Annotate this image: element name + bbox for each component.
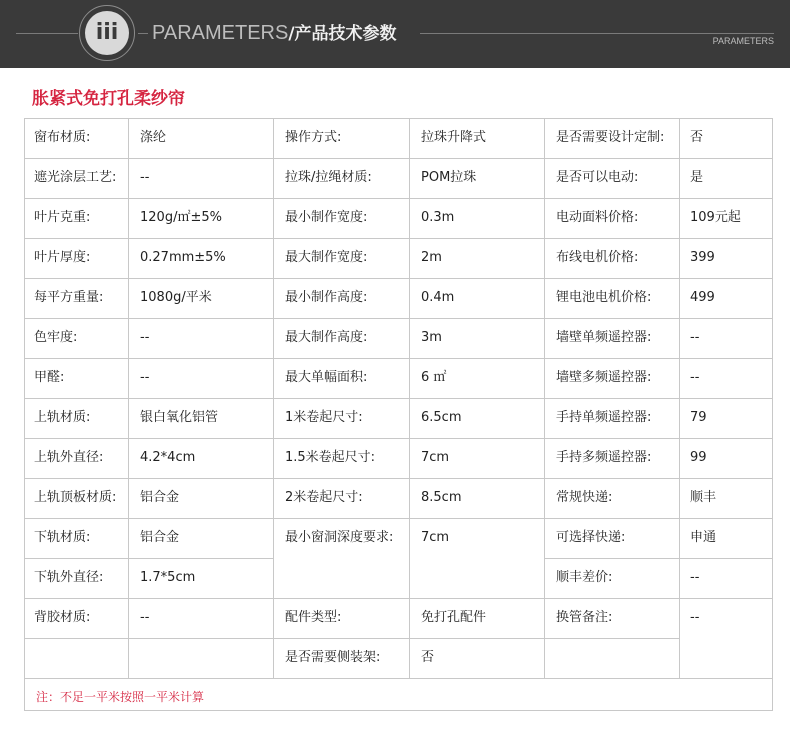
row-9-label-c: 手持多频遥控器: [556,450,652,465]
row-3-label-b: 最小制作宽度: [285,210,368,225]
table-hline-13 [24,638,680,639]
row-7-label-b: 最大单幅面积: [285,370,368,385]
row-13-label-b: 配件类型: [285,610,342,625]
row-7-value-b: 6 ㎡ [421,370,447,385]
row-13-value-b: 免打孔配件 [421,610,487,625]
row-14-value-b: 否 [421,650,435,665]
row-7-value-a: -- [140,370,150,385]
row-8-label-c: 手持单频遥控器: [556,410,652,425]
row-5-value-a: 1080g/平米 [140,290,212,305]
row-3-value-a: 120g/㎡±5% [140,210,222,225]
row-4-label-b: 最大制作宽度: [285,250,368,265]
row-11-label-c: 可选择快递: [556,530,626,545]
row-4-label-a: 叶片厚度: [34,250,91,265]
row-2-value-b: POM拉珠 [421,170,477,185]
table-hline-11-b [544,558,773,559]
row-2-label-c: 是否可以电动: [556,170,639,185]
table-hline-11-a [24,558,274,559]
row-11-value-c: 申通 [690,530,717,545]
row-6-label-a: 色牢度: [34,330,78,345]
row-11-value-b: 7cm [421,530,450,545]
product-title: 胀紧式免打孔柔纱帘 [32,89,185,109]
row-9-value-b: 7cm [421,450,450,465]
row-1-value-a: 涤纶 [140,130,167,145]
row-6-label-b: 最大制作高度: [285,330,368,345]
table-hline-14 [24,678,773,679]
row-8-value-b: 6.5cm [421,410,462,425]
row-12-label-a: 下轨外直径: [34,570,104,585]
row-4-value-b: 2m [421,250,442,265]
row-12-value-c: -- [690,570,700,585]
table-hline-0 [24,118,773,119]
row-3-label-a: 叶片克重: [34,210,91,225]
table-hline-4 [24,278,773,279]
row-9-label-b: 1.5米卷起尺寸: [285,450,376,465]
header-line-right [420,33,774,34]
row-3-value-b: 0.3m [421,210,455,225]
row-6-value-a: -- [140,330,150,345]
table-vline-6 [772,118,773,711]
header-title [152,20,397,46]
row-5-value-c: 499 [690,290,715,305]
table-hline-3 [24,238,773,239]
table-hline-2 [24,198,773,199]
row-3-value-c: 109元起 [690,210,741,225]
header-title-en: PARAMETERS [152,22,289,44]
row-5-label-a: 每平方重量: [34,290,104,305]
row-1-label-a: 窗布材质: [34,130,91,145]
row-5-value-b: 0.4m [421,290,455,305]
row-10-label-b: 2米卷起尺寸: [285,490,363,505]
spec-table [24,118,773,711]
row-14-label-b: 是否需要侧装架: [285,650,381,665]
row-11-label-b: 最小窗洞深度要求: [285,530,394,545]
row-7-label-c: 墙壁多频遥控器: [556,370,652,385]
table-hline-10 [24,518,773,519]
row-11-label-a: 下轨材质: [34,530,91,545]
row-2-label-b: 拉珠/拉绳材质: [285,170,372,185]
table-hline-9 [24,478,773,479]
header-title-cn: /产品技术参数 [288,24,397,44]
row-10-label-c: 常规快递: [556,490,613,505]
row-12-value-a: 1.7*5cm [140,570,196,585]
row-10-value-b: 8.5cm [421,490,462,505]
parameters-badge-icon: iii [85,11,129,55]
row-4-value-c: 399 [690,250,715,265]
row-6-label-c: 墙壁单频遥控器: [556,330,652,345]
row-13-label-a: 背胶材质: [34,610,91,625]
row-1-label-b: 操作方式: [285,130,342,145]
table-hline-bottom [24,710,773,711]
row-8-value-a: 银白氧化铝管 [140,410,219,425]
row-6-value-c: -- [690,330,700,345]
row-11-value-a: 铝合金 [140,530,180,545]
row-2-label-a: 遮光涂层工艺: [34,170,117,185]
table-hline-7 [24,398,773,399]
row-7-value-c: -- [690,370,700,385]
row-9-value-a: 4.2*4cm [140,450,196,465]
table-hline-12 [24,598,773,599]
table-hline-5 [24,318,773,319]
row-5-label-b: 最小制作高度: [285,290,368,305]
table-vline-0 [24,118,25,711]
row-4-label-c: 布线电机价格: [556,250,639,265]
table-hline-1 [24,158,773,159]
row-1-label-c: 是否需要设计定制: [556,130,665,145]
row-7-label-a: 甲醛: [34,370,65,385]
row-8-label-b: 1米卷起尺寸: [285,410,363,425]
row-13-label-c: 换管备注: [556,610,613,625]
row-12-label-c: 顺丰差价: [556,570,613,585]
table-hline-8 [24,438,773,439]
row-3-label-c: 电动面料价格: [556,210,639,225]
table-hline-6 [24,358,773,359]
row-4-value-a: 0.27mm±5% [140,250,226,265]
row-9-value-c: 99 [690,450,707,465]
row-10-value-c: 顺丰 [690,490,717,505]
row-5-label-c: 锂电池电机价格: [556,290,652,305]
header-line-mid [138,33,148,34]
row-2-value-c: 是 [690,170,704,185]
header-right-label: PARAMETERS [712,36,774,46]
row-9-label-a: 上轨外直径: [34,450,104,465]
row-10-value-a: 铝合金 [140,490,180,505]
row-10-label-a: 上轨顶板材质: [34,490,117,505]
row-13-value-a: -- [140,610,150,625]
header-line-left [16,33,78,34]
row-6-value-b: 3m [421,330,442,345]
table-note: 注：不足一平米按照一平米计算 [36,690,205,704]
row-13-value-c: -- [690,610,700,625]
row-1-value-b: 拉珠升降式 [421,130,487,145]
row-8-value-c: 79 [690,410,707,425]
row-1-value-c: 否 [690,130,704,145]
row-2-value-a: -- [140,170,150,185]
parameters-header [0,0,790,68]
row-8-label-a: 上轨材质: [34,410,91,425]
